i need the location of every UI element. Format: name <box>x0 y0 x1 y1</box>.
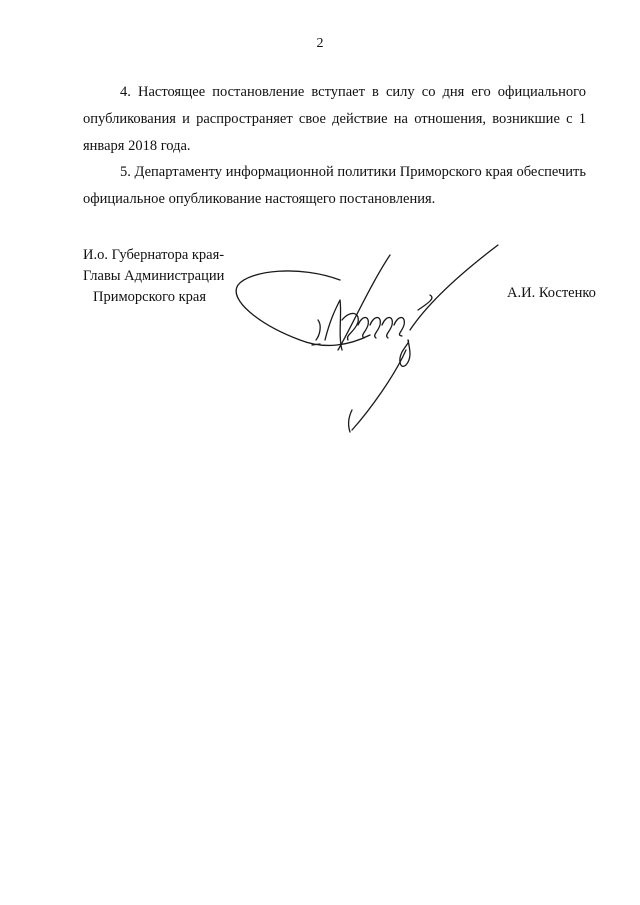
signatory-title <box>83 245 224 308</box>
signatory-name: А.И. Костенко <box>507 285 596 301</box>
signatory-title-line: Приморского края <box>93 289 207 305</box>
paragraph-item-5: 5. Департаменту информационной политики Приморского края обеспечить официальное опубликование настоящего постановления. <box>83 163 586 207</box>
signatory-title-line: Главы Администрации <box>83 268 225 284</box>
paragraph-item-4: 4. Настоящее постановление вступает в силу со дня его официального опубликования и распространяет свое действие на отношения, возникшие с 1 января 2018 года. <box>83 83 586 154</box>
page-number: 2 <box>316 36 324 51</box>
handwritten-signature <box>230 240 500 440</box>
signatory-title-line: И.о. Губернатора края- <box>83 247 225 263</box>
